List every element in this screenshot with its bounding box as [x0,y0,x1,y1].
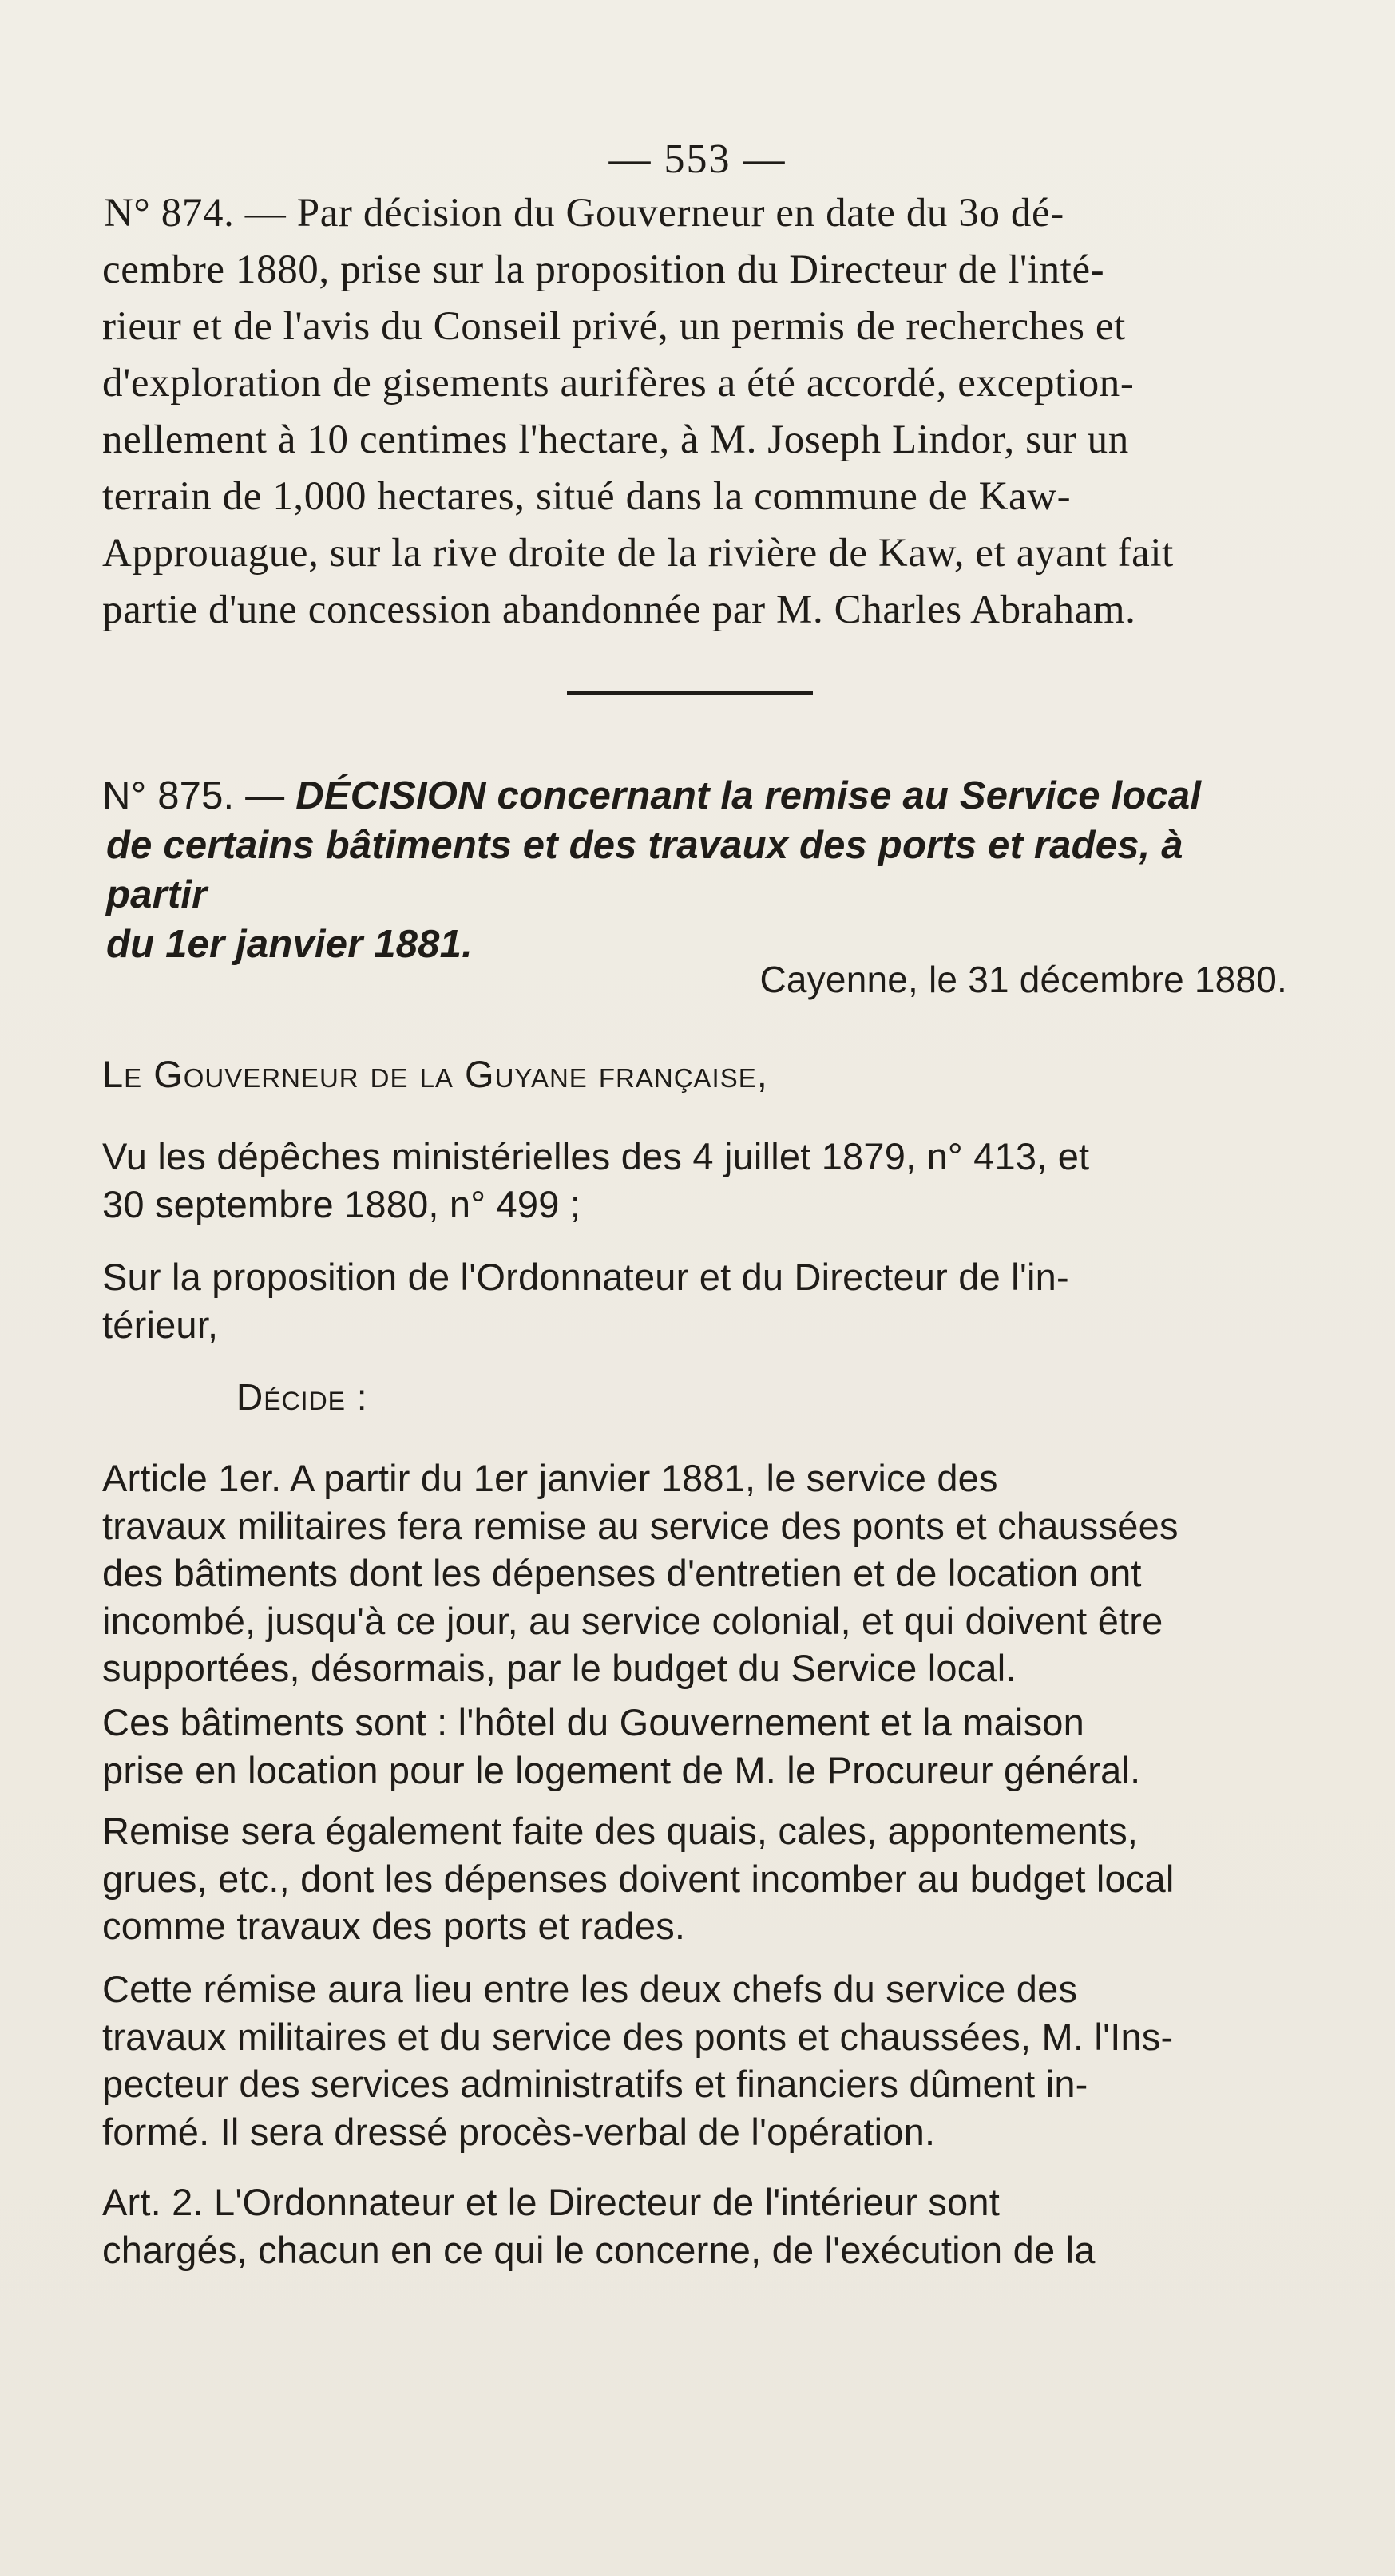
cette-line: pecteur des services administratifs et financiers dûment in- [102,2063,1088,2105]
article-1-line: Article 1er. A partir du 1er janvier 1881, le service des [102,1457,998,1499]
notice-874 [102,185,1287,639]
page-number: — 553 — [608,137,787,182]
remise-paragraph [102,1807,1287,1950]
article-1 [102,1454,1287,1692]
remise-line: comme travaux des ports et rades. [102,1905,686,1947]
notice-874-line: nellement à 10 centimes l'hectare, à M. Joseph Lindor, sur un [102,417,1129,462]
decision-title-line3: du 1er janvier 1881. [106,923,473,966]
batiments-line: Ces bâtiments sont : l'hôtel du Gouvernement et la maison [102,1701,1084,1743]
notice-874-line: partie d'une concession abandonnée par M. Charles Abraham. [102,588,1136,632]
article-2 [102,2178,1287,2273]
remise-line: grues, etc., dont les dépenses doivent incomber au budget local [102,1857,1175,1900]
article-1-line: supportées, désormais, par le budget du Service local. [102,1647,1017,1689]
cette-line: formé. Il sera dressé procès-verbal de l'opération. [102,2110,936,2153]
notice-874-line: cembre 1880, prise sur la proposition du Directeur de l'inté- [102,247,1105,292]
vu-paragraph [102,1133,1287,1228]
decision-heading-line1 [102,771,1287,821]
notice-874-line: terrain de 1,000 hectares, situé dans la commune de Kaw- [102,474,1072,519]
governor-line-block [102,1051,1287,1098]
place-date: Cayenne, le 31 décembre 1880. [759,959,1287,1000]
article-1-line: des bâtiments dont les dépenses d'entretien et de location ont [102,1552,1142,1594]
notice-874-line: d'exploration de gisements aurifères a été accordé, exception- [102,361,1135,406]
batiments-line: prise en location pour le logement de M. le Procureur général. [102,1748,1141,1791]
vu-line: 30 septembre 1880, n° 499 ; [102,1182,581,1225]
article-2-line: chargés, chacun en ce qui le concerne, de l'exécution de la [102,2228,1096,2271]
notice-874-line: N° 874. — Par décision du Gouverneur en date du 3o dé- [104,191,1064,235]
remise-line: Remise sera également faite des quais, cales, appontements, [102,1810,1139,1852]
sur-paragraph [102,1253,1287,1348]
decision-875-heading [102,771,1287,969]
vu-line: Vu les dépêches ministérielles des 4 juillet 1879, n° 413, et [102,1135,1090,1177]
decision-title-line1: DÉCISION concernant la remise au Service local [295,774,1202,817]
cette-line: Cette rémise aura lieu entre les deux chefs du service des [102,1968,1078,2010]
notice-874-line: Approuague, sur la rive droite de la rivière de Kaw, et ayant fait [102,531,1174,576]
cette-paragraph [102,1965,1287,2155]
section-divider [567,691,813,695]
article-1-line: incombé, jusqu'à ce jour, au service colonial, et qui doivent être [102,1599,1163,1642]
sur-line: térieur, [102,1303,219,1346]
decide-heading: Décide : [236,1376,368,1418]
governor-line: Le Gouverneur de la Guyane française, [102,1053,768,1095]
batiments-paragraph [102,1699,1287,1794]
decision-number: N° 875. — [102,774,285,817]
article-2-line: Art. 2. L'Ordonnateur et le Directeur de l'intérieur sont [102,2181,1000,2223]
notice-874-line: rieur et de l'avis du Conseil privé, un permis de recherches et [102,304,1126,349]
article-1-line: travaux militaires fera remise au service des ponts et chaussées [102,1504,1179,1547]
sur-line: Sur la proposition de l'Ordonnateur et du Directeur de l'in- [102,1256,1069,1298]
decision-title-line2: de certains bâtiments et des travaux des ports et rades, à partir [106,824,1183,916]
cette-line: travaux militaires et du service des ponts et chaussées, M. l'Ins- [102,2015,1174,2058]
